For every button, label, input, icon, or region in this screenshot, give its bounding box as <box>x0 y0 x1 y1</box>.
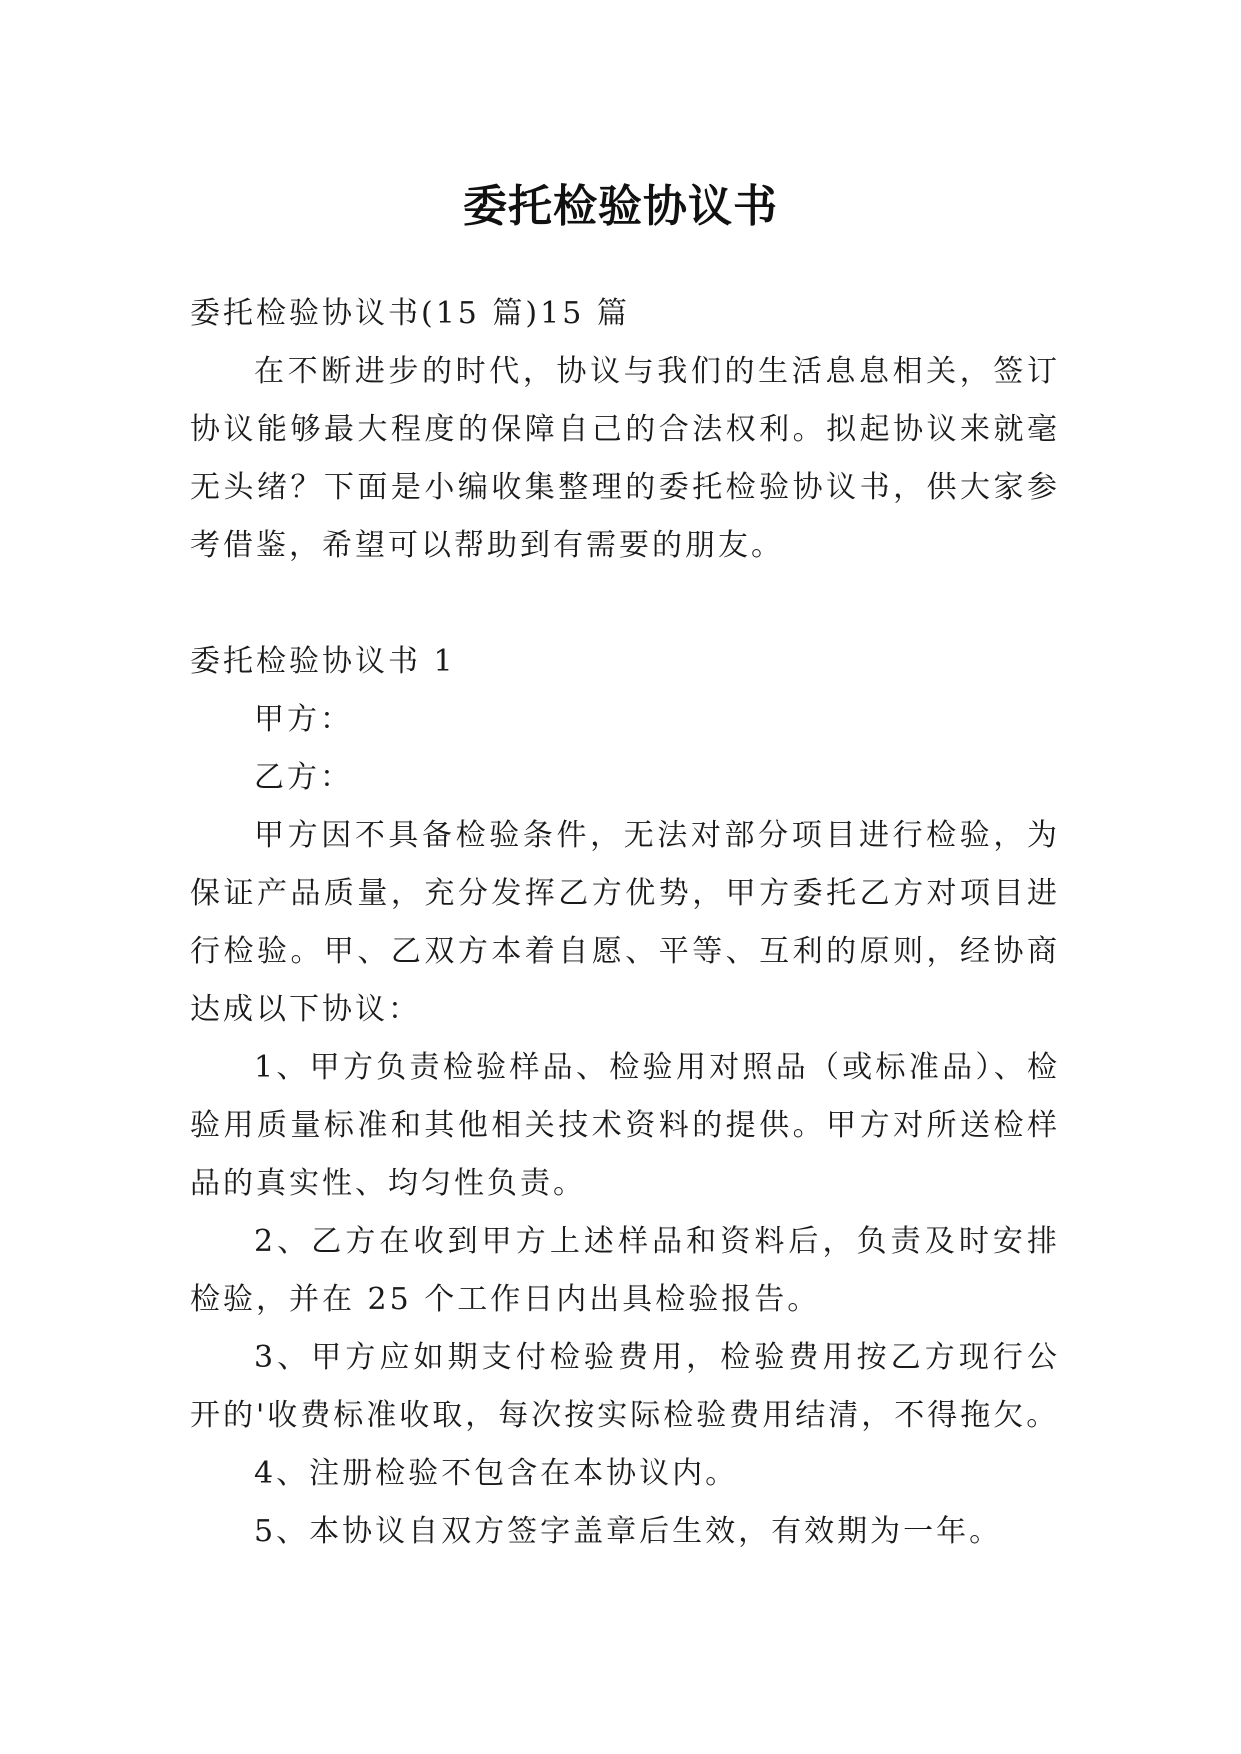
document-subtitle: 委托检验协议书(15 篇)15 篇 <box>190 296 630 331</box>
party-a-line: 甲方： <box>254 702 353 737</box>
preamble-paragraph: 甲方因不具备检验条件，无法对部分项目进行检验，为保证产品质量，充分发挥乙方优势，甲方委托乙方对项目进行检验。甲、乙双方本着自愿、平等、互利的原则，经协商达成以下协议： <box>190 818 1060 1027</box>
clause-2: 2、乙方在收到甲方上述样品和资料后，负责及时安排检验，并在 25 个工作日内出具检验报告。 <box>190 1224 1060 1317</box>
clause-4: 4、注册检验不包含在本协议内。 <box>254 1456 739 1491</box>
document-title: 委托检验协议书 <box>463 181 778 233</box>
clause-1: 1、甲方负责检验样品、检验用对照品（或标准品）、检验用质量标准和其他相关技术资料的提供。甲方对所送检样品的真实性、均匀性负责。 <box>190 1050 1060 1201</box>
clause-5: 5、本协议自双方签字盖章后生效，有效期为一年。 <box>254 1514 1003 1549</box>
document-body <box>190 285 1060 1561</box>
party-b-line: 乙方： <box>254 760 353 795</box>
section-heading: 委托检验协议书 1 <box>190 644 456 679</box>
intro-paragraph: 在不断进步的时代，协议与我们的生活息息相关，签订协议能够最大程度的保障自己的合法权利。拟起协议来就毫无头绪？下面是小编收集整理的委托检验协议书，供大家参考借鉴，希望可以帮助到有需要的朋友。 <box>190 354 1060 563</box>
clause-3: 3、甲方应如期支付检验费用，检验费用按乙方现行公开的'收费标准收取，每次按实际检验费用结清，不得拖欠。 <box>190 1340 1060 1433</box>
